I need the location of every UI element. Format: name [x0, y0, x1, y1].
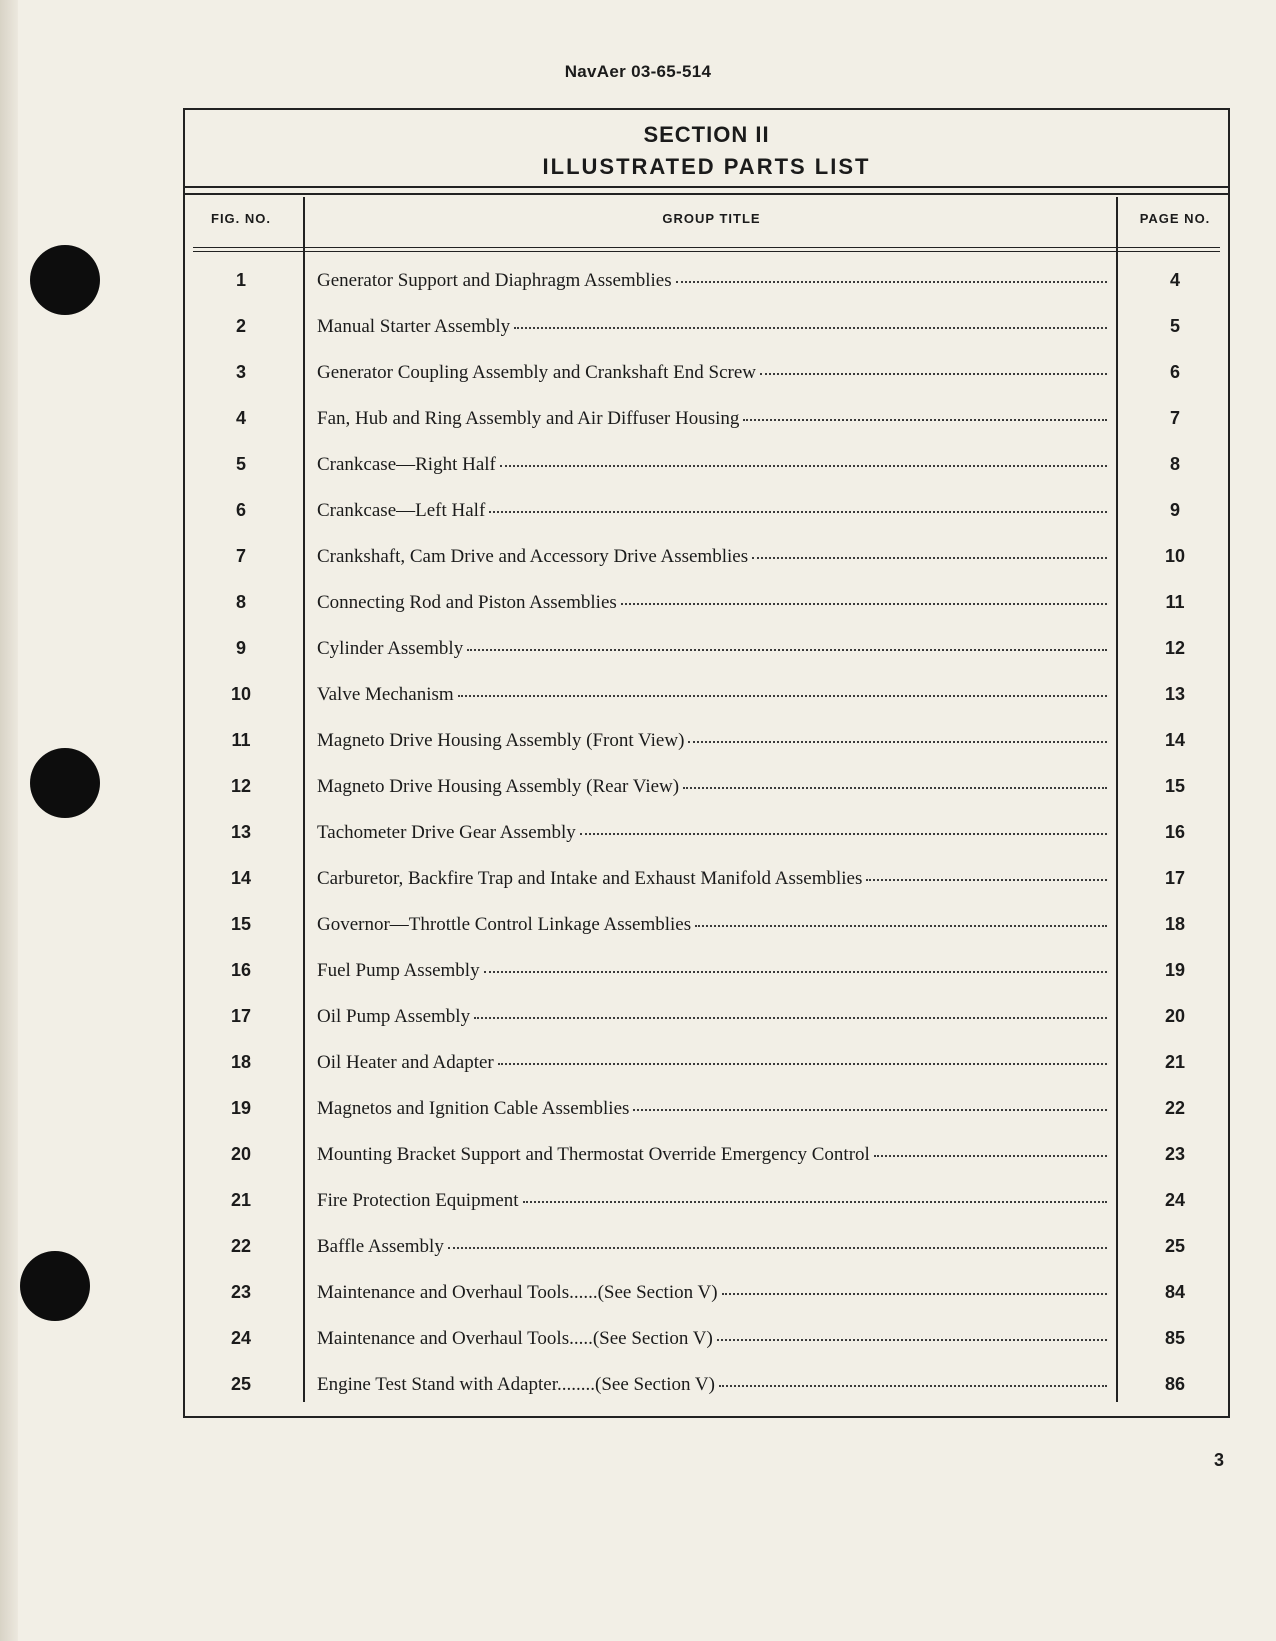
- fig-number: 9: [235, 638, 246, 658]
- fig-number: 3: [235, 362, 246, 382]
- section-number: SECTION II: [643, 122, 770, 147]
- table-row: [185, 1134, 1228, 1180]
- fig-number: 23: [230, 1282, 252, 1302]
- group-title: Fan, Hub and Ring Assembly and Air Diffuser Housing: [317, 408, 740, 429]
- group-title-cell: [317, 730, 1107, 752]
- fig-number: 6: [235, 500, 246, 520]
- fig-number: 5: [235, 454, 246, 474]
- page-ref: 8: [1169, 454, 1180, 474]
- group-title: Fuel Pump Assembly: [317, 960, 480, 981]
- group-title: Magnetos and Ignition Cable Assemblies: [317, 1098, 630, 1119]
- dot-leader: [498, 1062, 1107, 1065]
- page-ref: 85: [1164, 1328, 1186, 1348]
- table-row: [185, 858, 1228, 904]
- group-title: Generator Coupling Assembly and Crankshaft End Screw: [317, 362, 757, 383]
- dot-leader: [474, 1016, 1107, 1019]
- group-title: Carburetor, Backfire Trap and Intake and Exhaust Manifold Assemblies: [317, 868, 863, 889]
- group-title: Maintenance and Overhaul Tools......(See Section V): [317, 1282, 718, 1303]
- group-title: Cylinder Assembly: [317, 638, 464, 659]
- group-title-cell: [317, 316, 1107, 338]
- group-title-cell: [317, 592, 1107, 614]
- dot-leader: [874, 1154, 1107, 1157]
- fig-number: 1: [235, 270, 246, 290]
- table-row: [185, 490, 1228, 536]
- dot-leader: [717, 1338, 1107, 1341]
- dot-leader: [458, 694, 1107, 697]
- page-ref: 11: [1165, 592, 1185, 612]
- column-header-fig: FIG. NO.: [211, 211, 271, 226]
- dot-leader: [743, 418, 1107, 421]
- page-ref: 23: [1164, 1144, 1186, 1164]
- group-title-cell: [317, 362, 1107, 384]
- fig-number: 8: [235, 592, 246, 612]
- parts-list-rows: [185, 260, 1228, 1410]
- page-ref: 10: [1164, 546, 1186, 566]
- binder-hole: [30, 748, 100, 818]
- page-ref: 13: [1164, 684, 1186, 704]
- table-row: [185, 260, 1228, 306]
- page-ref: 22: [1164, 1098, 1186, 1118]
- group-title: Engine Test Stand with Adapter........(See Section V): [317, 1374, 715, 1395]
- section-heading: [185, 120, 1228, 184]
- table-row: [185, 950, 1228, 996]
- group-title: Maintenance and Overhaul Tools.....(See Section V): [317, 1328, 713, 1349]
- page-ref: 20: [1164, 1006, 1186, 1026]
- fig-number: 18: [230, 1052, 252, 1072]
- dot-leader: [489, 510, 1107, 513]
- group-title: Oil Pump Assembly: [317, 1006, 471, 1027]
- column-header-rule: [193, 247, 1220, 252]
- group-title-cell: [317, 868, 1107, 890]
- group-title: Mounting Bracket Support and Thermostat Override Emergency Control: [317, 1144, 870, 1165]
- page-ref: 21: [1164, 1052, 1186, 1072]
- table-row: [185, 674, 1228, 720]
- fig-number: 10: [230, 684, 252, 704]
- fig-number: 4: [235, 408, 246, 428]
- dot-leader: [866, 878, 1107, 881]
- group-title-cell: [317, 684, 1107, 706]
- binder-hole: [30, 245, 100, 315]
- group-title-cell: [317, 822, 1107, 844]
- page-ref: 25: [1164, 1236, 1186, 1256]
- dot-leader: [683, 786, 1107, 789]
- binder-hole: [20, 1251, 90, 1321]
- table-row: [185, 1226, 1228, 1272]
- fig-number: 17: [230, 1006, 252, 1026]
- page-ref: 12: [1164, 638, 1186, 658]
- page-number: 3: [1213, 1450, 1224, 1470]
- table-row: [185, 1318, 1228, 1364]
- table-row: [185, 628, 1228, 674]
- page-ref: 24: [1164, 1190, 1186, 1210]
- dot-leader: [514, 326, 1107, 329]
- page-ref: 15: [1164, 776, 1186, 796]
- group-title: Valve Mechanism: [317, 684, 454, 705]
- fig-number: 19: [230, 1098, 252, 1118]
- group-title: Tachometer Drive Gear Assembly: [317, 822, 576, 843]
- dot-leader: [760, 372, 1107, 375]
- page-ref: 16: [1164, 822, 1186, 842]
- page-ref: 84: [1164, 1282, 1186, 1302]
- group-title-cell: [317, 454, 1107, 476]
- group-title: Magneto Drive Housing Assembly (Rear View): [317, 776, 680, 797]
- fig-number: 2: [235, 316, 246, 336]
- group-title-cell: [317, 960, 1107, 982]
- table-row: [185, 444, 1228, 490]
- fig-number: 13: [230, 822, 252, 842]
- dot-leader: [621, 602, 1107, 605]
- table-row: [185, 812, 1228, 858]
- group-title-cell: [317, 1052, 1107, 1074]
- dot-leader: [752, 556, 1107, 559]
- group-title-cell: [317, 546, 1107, 568]
- table-row: [185, 582, 1228, 628]
- fig-number: 24: [230, 1328, 252, 1348]
- group-title-cell: [317, 914, 1107, 936]
- fig-number: 25: [230, 1374, 252, 1394]
- dot-leader: [523, 1200, 1107, 1203]
- dot-leader: [467, 648, 1107, 651]
- group-title: Manual Starter Assembly: [317, 316, 511, 337]
- dot-leader: [676, 280, 1107, 283]
- group-title-cell: [317, 500, 1107, 522]
- group-title-cell: [317, 270, 1107, 292]
- fig-number: 20: [230, 1144, 252, 1164]
- dot-leader: [500, 464, 1107, 467]
- group-title: Generator Support and Diaphragm Assemblies: [317, 270, 672, 291]
- table-row: [185, 398, 1228, 444]
- group-title: Fire Protection Equipment: [317, 1190, 519, 1211]
- table-row: [185, 352, 1228, 398]
- section-title: ILLUSTRATED PARTS LIST: [542, 154, 871, 179]
- table-row: [185, 996, 1228, 1042]
- group-title: Crankshaft, Cam Drive and Accessory Drive Assemblies: [317, 546, 749, 567]
- group-title-cell: [317, 1190, 1107, 1212]
- table-row: [185, 306, 1228, 352]
- group-title: Magneto Drive Housing Assembly (Front View): [317, 730, 685, 751]
- fig-number: 22: [230, 1236, 252, 1256]
- page-ref: 19: [1164, 960, 1186, 980]
- page-ref: 6: [1169, 362, 1180, 382]
- group-title-cell: [317, 776, 1107, 798]
- fig-number: 14: [230, 868, 252, 888]
- parts-list-frame: [183, 108, 1230, 1418]
- fig-number: 12: [230, 776, 252, 796]
- table-row: [185, 536, 1228, 582]
- group-title-cell: [317, 1006, 1107, 1028]
- fig-number: 16: [230, 960, 252, 980]
- fig-number: 15: [230, 914, 252, 934]
- group-title: Oil Heater and Adapter: [317, 1052, 494, 1073]
- group-title-cell: [317, 1098, 1107, 1120]
- group-title-cell: [317, 1328, 1107, 1350]
- table-row: [185, 904, 1228, 950]
- column-header-title: GROUP TITLE: [662, 211, 761, 226]
- group-title: Crankcase—Left Half: [317, 500, 486, 521]
- table-row: [185, 1180, 1228, 1226]
- dot-leader: [688, 740, 1107, 743]
- fig-number: 21: [230, 1190, 252, 1210]
- group-title-cell: [317, 1144, 1107, 1166]
- page-ref: 14: [1164, 730, 1186, 750]
- group-title-cell: [317, 408, 1107, 430]
- page-ref: 4: [1169, 270, 1180, 290]
- group-title: Baffle Assembly: [317, 1236, 444, 1257]
- page-ref: 5: [1169, 316, 1180, 336]
- dot-leader: [719, 1384, 1107, 1387]
- page-ref: 17: [1164, 868, 1186, 888]
- page-ref: 86: [1164, 1374, 1186, 1394]
- group-title: Governor—Throttle Control Linkage Assemblies: [317, 914, 692, 935]
- dot-leader: [633, 1108, 1107, 1111]
- group-title: Crankcase—Right Half: [317, 454, 496, 475]
- table-row: [185, 720, 1228, 766]
- page-ref: 7: [1169, 408, 1180, 428]
- page-ref: 18: [1164, 914, 1186, 934]
- fig-number: 7: [235, 546, 246, 566]
- page-edge: [0, 0, 18, 1641]
- group-title: Connecting Rod and Piston Assemblies: [317, 592, 617, 613]
- dot-leader: [484, 970, 1107, 973]
- page-ref: 9: [1169, 500, 1180, 520]
- group-title-cell: [317, 1236, 1107, 1258]
- group-title-cell: [317, 1282, 1107, 1304]
- table-row: [185, 766, 1228, 812]
- dot-leader: [580, 832, 1107, 835]
- dot-leader: [695, 924, 1107, 927]
- fig-number: 11: [231, 730, 251, 750]
- group-title-cell: [317, 1374, 1107, 1396]
- table-row: [185, 1364, 1228, 1410]
- table-row: [185, 1272, 1228, 1318]
- document-code: NavAer 03-65-514: [564, 62, 712, 81]
- column-header-page: PAGE NO.: [1139, 211, 1211, 226]
- group-title-cell: [317, 638, 1107, 660]
- dot-leader: [722, 1292, 1107, 1295]
- dot-leader: [448, 1246, 1107, 1249]
- table-row: [185, 1042, 1228, 1088]
- table-row: [185, 1088, 1228, 1134]
